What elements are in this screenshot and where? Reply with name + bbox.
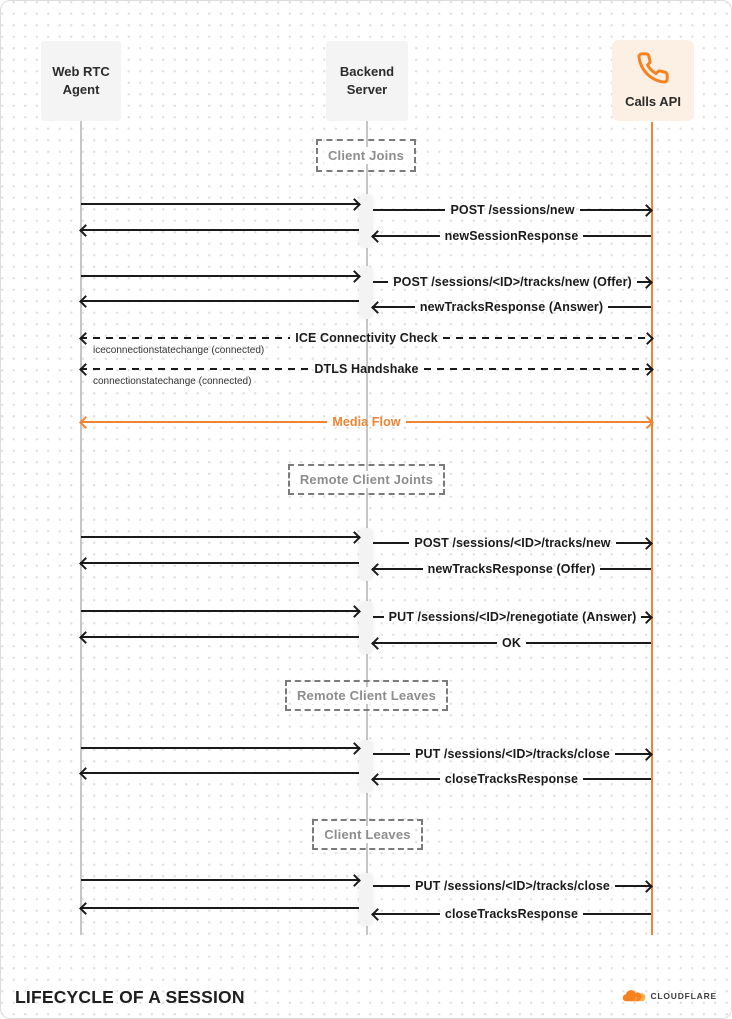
message-label: POST /sessions/<ID>/tracks/new (Offer) bbox=[393, 275, 632, 289]
message-client-to-backend bbox=[81, 741, 359, 755]
message-label: PUT /sessions/<ID>/tracks/close bbox=[415, 747, 610, 761]
phase-client-joins bbox=[316, 139, 416, 172]
message-put-tracks-close bbox=[373, 747, 651, 761]
activation-bar bbox=[359, 194, 373, 248]
message-put-tracks-close bbox=[373, 879, 651, 893]
message-sublabel-iceconnectionstatechange: iceconnectionstatechange (connected) bbox=[93, 345, 265, 356]
phase-client-leaves bbox=[312, 819, 423, 850]
phase-remote-client-leaves bbox=[285, 680, 448, 711]
message-ok-response bbox=[373, 636, 651, 650]
message-label: newTracksResponse (Answer) bbox=[419, 300, 604, 314]
message-dtls-handshake bbox=[81, 362, 652, 376]
cloudflare-cloud-icon bbox=[620, 989, 646, 1003]
message-new-tracks-response-offer bbox=[373, 562, 651, 576]
message-backend-to-client bbox=[81, 556, 359, 570]
phase-remote-client-leaves-label: Remote Client Leaves bbox=[293, 687, 440, 704]
message-close-tracks-response bbox=[373, 772, 651, 786]
message-label: newSessionResponse bbox=[444, 229, 579, 243]
message-label: OK bbox=[502, 636, 521, 650]
message-label: POST /sessions/<ID>/tracks/new bbox=[414, 536, 611, 550]
phase-remote-client-joints bbox=[288, 464, 445, 495]
phase-client-joins-label: Client Joins bbox=[324, 147, 408, 164]
activation-bar bbox=[359, 266, 373, 319]
message-post-tracks-new-offer bbox=[373, 275, 651, 289]
lifeline-web-rtc-agent bbox=[80, 121, 82, 935]
message-backend-to-client bbox=[81, 223, 359, 237]
message-post-sessions-new bbox=[373, 203, 651, 217]
message-label: newTracksResponse (Offer) bbox=[427, 562, 596, 576]
message-client-to-backend bbox=[81, 604, 359, 618]
phase-client-leaves-label: Client Leaves bbox=[320, 826, 414, 843]
message-label: ICE Connectivity Check bbox=[295, 331, 438, 345]
message-put-renegotiate-answer bbox=[373, 610, 651, 624]
message-label: closeTracksResponse bbox=[444, 772, 579, 786]
page-title: LIFECYCLE OF A SESSION bbox=[15, 987, 245, 1007]
message-close-tracks-response bbox=[373, 907, 651, 921]
message-client-to-backend bbox=[81, 269, 359, 283]
message-label: PUT /sessions/<ID>/renegotiate (Answer) bbox=[388, 610, 637, 624]
actor-web-rtc-agent-label: Web RTC Agent bbox=[52, 64, 110, 97]
message-label: DTLS Handshake bbox=[314, 362, 419, 376]
message-new-tracks-response-answer bbox=[373, 300, 651, 314]
message-backend-to-client bbox=[81, 766, 359, 780]
message-label: POST /sessions/new bbox=[450, 203, 575, 217]
lifeline-calls-api bbox=[651, 122, 653, 935]
message-ice-connectivity-check bbox=[81, 331, 652, 345]
actor-web-rtc-agent bbox=[41, 41, 121, 121]
cloudflare-logo bbox=[620, 989, 717, 1003]
message-label: PUT /sessions/<ID>/tracks/close bbox=[415, 879, 610, 893]
message-sublabel-connectionstatechange: connectionstatechange (connected) bbox=[93, 376, 252, 387]
message-label: closeTracksResponse bbox=[444, 907, 579, 921]
activation-bar bbox=[359, 528, 373, 581]
actor-backend-server-label: Backend Server bbox=[339, 64, 395, 97]
message-client-to-backend bbox=[81, 873, 359, 887]
phase-remote-client-joints-label: Remote Client Joints bbox=[296, 471, 437, 488]
message-client-to-backend bbox=[81, 530, 359, 544]
message-backend-to-client bbox=[81, 901, 359, 915]
message-client-to-backend bbox=[81, 197, 359, 211]
cloudflare-wordmark: CLOUDFLARE bbox=[650, 991, 717, 1001]
phone-icon bbox=[636, 51, 670, 85]
activation-bar bbox=[359, 873, 373, 926]
message-backend-to-client bbox=[81, 630, 359, 644]
message-backend-to-client bbox=[81, 294, 359, 308]
message-label: Media Flow bbox=[332, 415, 401, 429]
message-post-tracks-new bbox=[373, 536, 651, 550]
message-new-session-response bbox=[373, 229, 651, 243]
actor-backend-server bbox=[326, 41, 408, 121]
message-media-flow bbox=[81, 415, 652, 429]
activation-bar bbox=[359, 601, 373, 654]
actor-calls-api-label: Calls API bbox=[625, 94, 681, 110]
actor-calls-api bbox=[612, 40, 694, 121]
